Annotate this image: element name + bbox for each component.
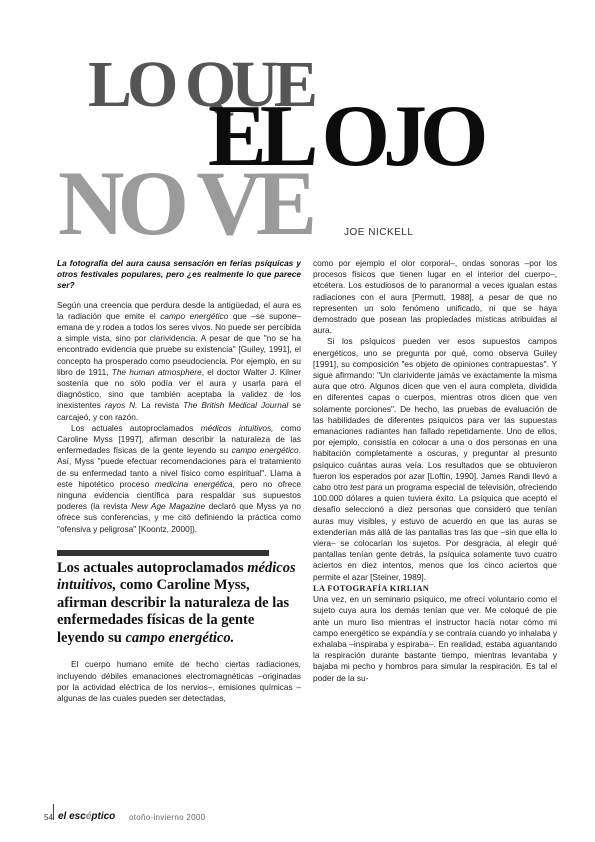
paragraph: Los actuales autoproclamados médicos intuitivos, como Caroline Myss [1997], afirman describir la naturaleza de las enfermedades físicas de la gente leyendo su campo energético. Así, Myss "puede efectuar recomendaciones para el tratamiento de su enfermedad tanto a nivel físico como espiritual". Llama a este hipotético proceso medicina energética, pero no ofrece ninguna evidencia científica para respaldar sus supuestos poderes (la revista New Age Magazine declaró que Myss ya no ofrece sus conferencias, y me citó definiendo la práctica como "ofensiva y peligrosa" [Koontz, 2000]). [57,422,302,534]
author-byline: JOE NICKELL [344,227,414,238]
title-line-3: NO VE [58,152,311,254]
issue-date: otoño-invierno 2000 [129,813,206,822]
left-column [57,258,301,704]
section-subheading: LA FOTOGRAFÍA KIRLIAN [313,582,430,593]
title-line-1: LO QUE [88,48,313,121]
magazine-name: el escéptico [58,811,116,822]
paragraph: como por ejemplo el olor corporal–, ondas sonoras –por los procesos físicos que tienen lugar en el interior del cuerpo–, etcétera. Los estudiosos de lo paranormal a veces igualan estas radiaciones con el aura [Permutt, 1988], a pesar de que no representen un solo fenómeno unificado, ni que se haya demostrado que posean las propiedades místicas atribuidas al aura. [313,258,557,336]
lead-paragraph: La fotografía del aura causa sensación en ferias psíquicas y otros festivales populares, pero ¿es realmente lo que parece ser? [57,258,301,291]
right-column [313,258,557,684]
paragraph: Una vez, en un seminario psíquico, me ofrecí voluntario como el sujeto cuya aura los demás tenían que ver. Me coloqué de pie ante un muro liso mientras el instructor hacía notar cómo mi campo energético se expandía y se contraía cuando yo inhalaba y exhalaba –inspiraba y espiraba–. En realidad, estaba aguantando la respiración durante bastante tiempo, mientras levantaba y bajaba mi pecho y hombros para simular la respiración. Es tal el poder de la su- [313,594,557,683]
footer-divider [53,804,54,820]
pull-quote-bar [57,550,269,556]
paragraph: Si los psíquicos pueden ver esos supuestos campos energéticos, uno se pregunta por qué, como observa Guiley [1991], su composición "es objeto de opiniones contrapuestas". Y sigue afirmando: "Un clarividente jamás ve exactamente la misma aura que otro. Algunos dicen que ven el aura completa, dividida en diferentes capas o cuerpos, mientras otros dicen que ven solamente porciones". De hecho, las pruebas de evaluación de las habilidades de diferentes psíquicos para ver las supuestas emanaciones radiantes han fallado repetidamente. Uno de ellos, por ejemplo, consistía en colocar a una o dos personas en una habitación completamente a oscuras, y preguntar al presunto psíquico cuántas auras veía. Los resultados que se obtuvieron fueron los esperados por azar [Loftin, 1990]. James Randi llevó a cabo otro test para un programa especial de televisión, ofreciendo 100.000 dólares a quien tuviera éxito. La psíquica que aceptó el desafío seleccionó a diez personas que consideró que tenían auras muy visibles, y estuvo de acuerdo en que las auras se extenderían más allá de las pantallas tras las que –sin que ella lo viera– se colocarían los sujetos. Por desgracia, al elegir qué pantallas tenían gente detrás, la psíquica solamente tuvo cuatro aciertos en diez intentos, menos que los cinco aciertos que permite el azar [Steiner, 1989]. [313,336,557,582]
page-number: 54 [44,813,53,822]
paragraph: El cuerpo humano emite de hecho ciertas radiaciones, incluyendo débiles emanaciones electromagnéticas –originadas por la actividad eléctrica de los nervios–, emisiones químicas –algunas de las cuales pueden ser detectadas, [57,659,301,703]
title-line-2: EL OJO [208,88,482,185]
pull-quote [57,550,301,648]
paragraph: Según una creencia que perdura desde la antigüedad, el aura es la radiación que emite el campo energético que –se supone– emana de y rodea a todos los seres vivos. No puede ser percibida a simple vista, sino por clarividencia. A pesar de que "no se ha encontrado evidencia que pruebe su existencia" [Guiley, 1991], el concepto ha prosperado como pseudociencia. Por ejemplo, en su libro de 1911, The human atmosphere, el doctor Walter J. Kilner sostenía que no sólo podía ver el aura y usarla para el diagnóstico, sino que también aceptaba la validez de los inexistentes rayos N. La revista The British Medical Journal se carcajeó, y con razón. [57,299,301,422]
pull-quote-text: Los actuales autoproclamados médicos intuitivos, como Caroline Myss, afirman describir la naturaleza de las enfermedades físicas de la gente leyendo su campo energético. [57,559,296,646]
